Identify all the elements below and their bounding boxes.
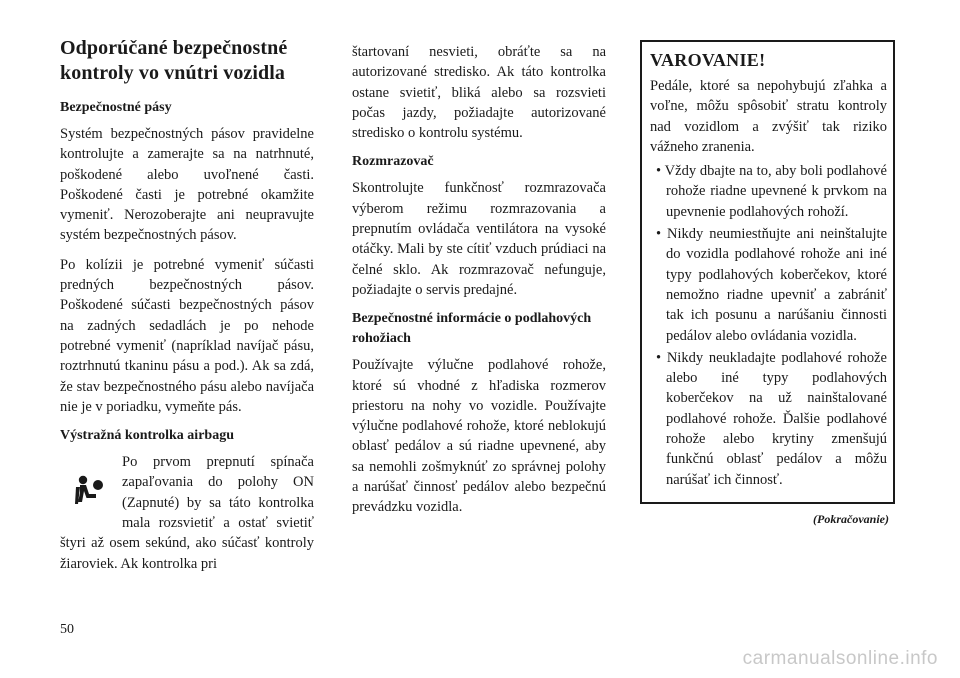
warning-title: VAROVANIE! [650,50,766,70]
airbag-paragraph: Po prvom prepnutí spínača zapaľovania do polohy ON (Zapnuté) by sa táto kontrolka mala rozsvietiť a ostať svietiť štyri až osem sekúnd, ako súčasť kontroly žiaroviek. Ak kontrolka pri [60,454,314,572]
airbag-heading: Výstražná kontrolka airbagu [60,428,234,444]
warning-box [640,40,895,504]
seatbelts-paragraph-1: Systém bezpečnostných pásov pravidelne kontrolujte a zamerajte sa na natrhnuté, poškodené alebo uvoľnené časti. Poškodené časti je potrebné okamžite vymeniť. Nerozoberajte ani neupravujte systém bezpečnostných pásov. [60,126,314,244]
continued-label: (Pokračovanie) [813,511,889,526]
seatbelts-paragraph-2: Po kolízii je potrebné vymeniť súčasti predných bezpečnostných pásov. Poškodené súčasti bezpečnostných pásov na zadných sedadlách je po nehode potrebné vymeniť (napríklad navíjač pásu, roztrhnutú tkaninu pásu a pod.). Ak sa zdá, že stav bezpečnostného pásu alebo navíjača nie je v poriadku, vymeňte pás. [60,256,314,415]
warning-bullet: • Nikdy neukladajte podlahové rohože alebo iné typy podlahových koberčekov na už nainštalované podlahové rohože. Ďalšie podlahové rohože alebo krytiny zmenšujú funkčnú oblasť pedálov a môžu narúšať ich činnosť. [650,348,887,490]
watermark: carmanualsonline.info [742,648,938,669]
airbag-warning-icon [60,452,116,530]
defroster-paragraph: Skontrolujte funkčnosť rozmrazovača výberom režimu rozmrazovania a prepnutím ovládača ventilátora na vysoké otáčky. Mali by ste cítiť vzduch prúdiaci na čelné sklo. Ak rozmrazovač nefunguje, požiadajte o servis predajné. [352,180,606,298]
warning-bullet: • Nikdy neumiestňujte ani neinštalujte do vozidla podlahové rohože ani iné typy podlahových koberčekov, ktoré nemožno riadne upevniť a zabrániť tak ich posunu a narúšaniu činnosti pedálov alebo ovládania vozidla. [650,224,887,346]
floor-mats-paragraph: Používajte výlučne podlahové rohože, ktoré sú vhodné z hľadiska rozmerov priestoru na nohy vo vozidle. Používajte výlučne podlahové rohože, ktoré neblokujú oblasť pedálov a sú riadne upevnené, aby sa nemohli zošmyknúť zo správnej polohy a narúšať činnosť pedálov alebo bezpečnú prevádzku vozidla. [352,357,606,516]
page-heading: Odporúčané bezpečnostné kontroly vo vnútri vozidla [60,37,288,84]
warning-intro: Pedále, ktoré sa nepohybujú zľahka a voľne, môžu spôsobiť stratu kontroly nad vozidlom a zvýšiť tak riziko vážneho zranenia. [650,78,887,155]
page-number: 50 [60,622,74,637]
airbag-continued-paragraph: štartovaní nesvieti, obráťte sa na autorizované stredisko. Ak táto kontrolka ostane svietiť, bliká alebo sa rozsvieti počas jazdy, požiadajte autorizované stredisko o kontrolu systému. [352,44,606,142]
defroster-heading: Rozmrazovač [352,154,434,170]
seatbelts-heading: Bezpečnostné pásy [60,100,172,115]
warning-list [650,161,887,490]
column-middle [352,42,606,527]
column-left [60,36,314,583]
warning-bullet: • Vždy dbajte na to, aby boli podlahové rohože riadne upevnené k prvkom na upevnenie podlahových rohoží. [650,161,887,222]
column-right [640,40,895,527]
airbag-section [60,452,314,574]
floor-mats-heading: Bezpečnostné informácie o podlahových rohožiach [352,311,592,347]
